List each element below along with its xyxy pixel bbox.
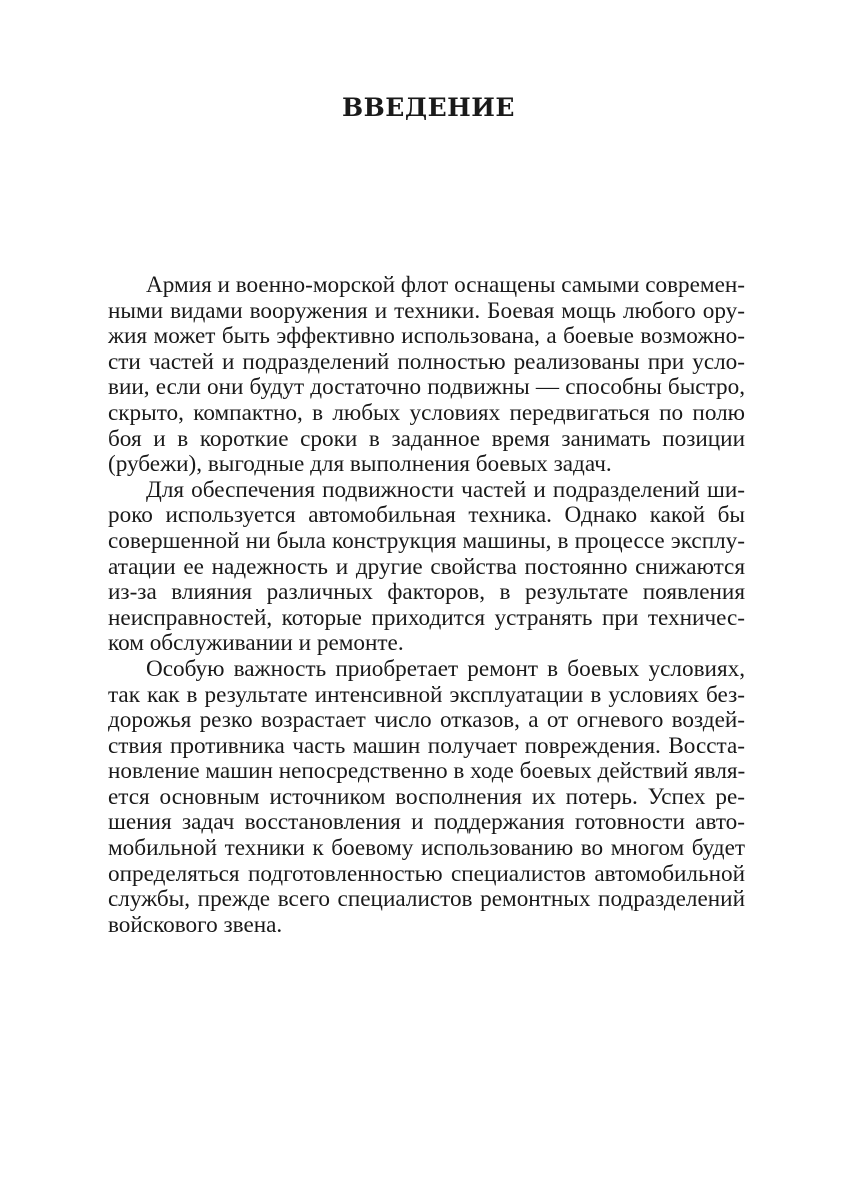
paragraph-line: ется основным источником восполнения их потерь. Успех ре-	[108, 783, 745, 810]
paragraph-line: скрыто, компактно, в любых условиях передвигаться по полю	[108, 399, 745, 426]
paragraph-line: шения задач восстановления и поддержания готовности авто-	[108, 809, 745, 836]
paragraph-line: вии, если они будут достаточно подвижны — способны быстро,	[108, 374, 745, 401]
paragraph-line: новление машин непосредственно в ходе боевых действий явля-	[108, 758, 746, 785]
paragraph-line: Армия и военно-морской флот оснащены самыми современ-	[146, 272, 746, 298]
paragraph-line: (рубежи), выгодные для выполнения боевых задач.	[108, 451, 612, 478]
paragraph-line: жия может быть эффективно использована, а боевые возможно-	[108, 323, 745, 350]
paragraph-line: совершенной ни была конструкция машины, в процессе эксплу-	[108, 527, 745, 554]
paragraph-line: ными видами вооружения и техники. Боевая мощь любого ору-	[108, 297, 745, 324]
paragraph-line: сти частей и подразделений полностью реализованы при усло-	[108, 348, 745, 375]
body-text	[108, 273, 745, 938]
paragraph-line: службы, прежде всего специалистов ремонтных подразделений	[108, 886, 745, 913]
paragraph-line: боя и в короткие сроки в заданное время занимать позиции	[108, 425, 745, 452]
paragraph-line: из-за влияния различных факторов, в результате появления	[108, 579, 745, 606]
page-title: ВВЕДЕНИЕ	[342, 93, 515, 122]
paragraph-line: дорожья резко возрастает число отказов, а от огневого воздей-	[108, 707, 745, 734]
paragraph-line: так как в результате интенсивной эксплуатации в условиях без-	[108, 681, 745, 708]
paragraph-line: атации ее надежность и другие свойства постоянно снижаются	[108, 553, 745, 580]
paragraph-line: войскового звена.	[108, 911, 283, 938]
paragraph-2	[108, 478, 745, 657]
paragraph-line: Для обеспечения подвижности частей и подразделений ши-	[146, 476, 745, 503]
paragraph-3	[108, 657, 745, 939]
paragraph-line: мобильной техники к боевому использованию во многом будет	[108, 835, 745, 862]
paragraph-line: ком обслуживании и ремонте.	[108, 630, 404, 657]
paragraph-line: ствия противника часть машин получает повреждения. Восста-	[108, 732, 745, 759]
paragraph-line: определяться подготовленностью специалистов автомобильной	[108, 860, 745, 887]
paragraph-1	[108, 273, 745, 478]
paragraph-line: роко используется автомобильная техника. Однако какой бы	[108, 502, 745, 529]
paragraph-line: неисправностей, которые приходится устранять при техничес-	[108, 604, 745, 631]
paragraph-line: Особую важность приобретает ремонт в боевых условиях,	[146, 655, 745, 682]
